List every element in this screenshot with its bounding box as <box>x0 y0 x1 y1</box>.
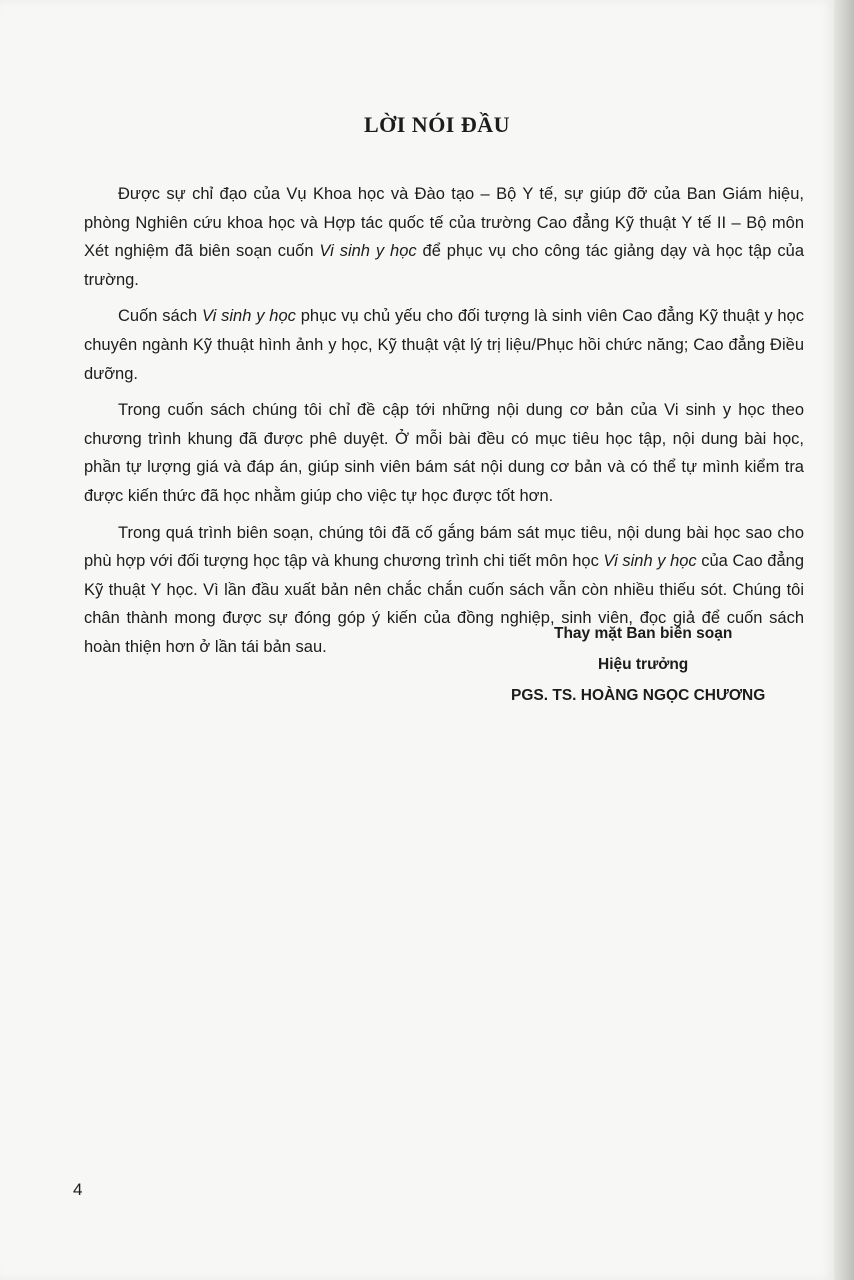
page-title: LỜI NÓI ĐẦU <box>363 112 511 137</box>
paragraph-4-text: Trong quá trình biên soạn, chúng tôi đã cố gắng bám sát mục tiêu, nội dung bài học sao cho phù hợp với đối tượng học tập và khung chương trình chi tiết môn học <box>84 523 804 571</box>
page-number: 4 <box>73 1180 83 1199</box>
paragraph-4-book-title: Vi sinh y học <box>603 552 697 571</box>
paragraph-4-text-end: của Cao đẳng Kỹ thuật Y học. Vì lần đầu xuất bản nên chắc chắn cuốn sách vẫn còn nhiều thiếu sót. Chúng tôi chân thành mong được sự đóng góp ý kiến của đồng nghiệp, sinh viên, đọc giả để cuốn sách hoàn thiện hơn ở lần tái bản sau. <box>84 552 805 656</box>
paragraph-1-book-title: Vi sinh y học <box>319 242 417 261</box>
paragraph-1 <box>84 180 804 294</box>
signature-role: Thay mặt Ban biên soạn <box>554 625 733 642</box>
paragraph-2 <box>84 302 804 388</box>
body-text <box>84 180 804 670</box>
paragraph-2-book-title: Vi sinh y học <box>201 307 296 326</box>
signature-block <box>500 618 800 711</box>
paragraph-1-text-end: để phục vụ cho công tác giảng dạy và học tập của trường. <box>84 242 804 289</box>
page-edge-shadow <box>834 0 854 1280</box>
signature-position: Hiệu trưởng <box>598 656 689 673</box>
paragraph-1-text: Được sự chỉ đạo của Vụ Khoa học và Đào tạo – Bộ Y tế, sự giúp đỡ của Ban Giám hiệu, phòng Nghiên cứu khoa học và Hợp tác quốc tế của trường Cao đẳng Kỹ thuật Y tế II – Bộ môn Xét nghiệm đã biên soạn cuốn <box>84 185 804 261</box>
paragraph-2-text-end: phục vụ chủ yếu cho đối tượng là sinh viên Cao đẳng Kỹ thuật y học chuyên ngành Kỹ thuật hình ảnh y học, Kỹ thuật vật lý trị liệu/Phục hồi chức năng; Cao đẳng Điều dưỡng. <box>84 307 804 383</box>
paragraph-3-text: Trong cuốn sách chúng tôi chỉ đề cập tới những nội dung cơ bản của Vi sinh y học theo chương trình khung đã được phê duyệt. Ở mỗi bài đều có mục tiêu học tập, nội dung bài học, phần tự lượng giá và đáp án, giúp sinh viên bám sát nội dung cơ bản và có thể tự mình kiểm tra được kiến thức đã học nhằm giúp cho việc tự học được tốt hơn. <box>84 401 804 505</box>
paragraph-2-text: Cuốn sách <box>118 307 202 326</box>
signature-name: PGS. TS. HOÀNG NGỌC CHƯƠNG <box>511 687 766 704</box>
paragraph-3 <box>84 396 804 510</box>
